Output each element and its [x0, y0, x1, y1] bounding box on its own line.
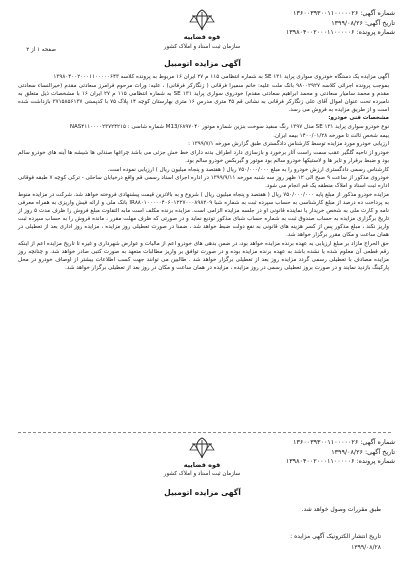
notice-date: تاریخ آگهی: ۱۳۹۹/۰۸/۲۶ [331, 447, 395, 456]
auction-time-place: خودروی مذکور از ساعت ۹ صبح الی ۱۲ ظهر روز سه شنبه مورخه ۱۳۹۹/۹/۱۱ در اداره اجرای اسناد رسمی قم واقع درخیابان ساحلی - ترکی کوچه ۷ طبقه فوقانی اداره ثبت اسناد و املاک منطقه یک قم انجام می شود. [18, 175, 389, 190]
auction-terms: مزایده خودرو مذکور از مبلغ پایه ۷۵۰/۰۰۰/۰۰۰ ریال ( هفتصد و پنجاه میلیون ریال ) شروع و به بالاترین قیمت پیشنهادی فروخته خواهد شد. شرکت در مزایده منوط به پرداخت ده درصد از مبلغ کارشناسی به حساب سپرده ثبت به شماره شبا IR۸۸۰۱۰۰۰۰۰۴۰۶۰۱۲۲۷۰۰۰۸۹۸۲۰۹ بانک ملی و ارائه فیش واریزی به همراه معرفی نامه و کارت ملی به شخص خریدار یا نماینده قانونی او در جلسه مزایده الزامی است. مزایده برنده مکلف است مابه التفاوت مبلغ فروش را ظرف مدت ۵ روز از تاریخ برگزاری مزایده به حساب صندوق ثبت به شماره حساب شبای مذکور تودیع نماید و در صورتی که ظرف مهلت مقرر ، مانده فروش را به حساب سپرده ثبت واریز نکند ، مبلغ مذکور پس از کسر هزینه های قانونی به نفع دولت ضبط خواهد شد ، ضمنا در صورت تعطیلی روز مزایده ، مزایده روز اداری بعد از تعطیلی در همان ساعت و مکان مقرر برگزار خواهد شد. [18, 192, 389, 239]
case-number: شماره پرونده: ۱۳۹۸۰۴۰۰۲۰۰۰۱۱۰۰۰۰۰۶ [285, 457, 395, 465]
page-number: صفحه ۱ از ۲ [26, 47, 56, 53]
notice-number: شماره آگهی: ۱۳۶۰۰۳۹۳۰۰۱۱۰۰۰۰۰۲۶ [293, 438, 395, 446]
vehicle-condition: خودرو از ناحیه گلگیر عقب سمت راست آثار برخورد و بازسازی دارد اطراف بدنه دارای خط خش جزئی می باشد چراغها صندلی ها شیشه ها آینه های خودرو سالم بود و ضبط برقرار و تایر ها و لاستیکها خودرو سالم بود موتور و گیربکس خودرو سالم بود. [18, 149, 389, 165]
case-number: شماره پرونده: ۱۳۹۸۰۴۰۰۲۰۰۰۱۱۰۰۰۰۰۶ [285, 28, 395, 36]
notice-title: آگهی مزایده اتومبیل [164, 59, 241, 68]
org-name: قوه قضاییه [183, 461, 221, 469]
notice-title: آگهی مزایده اتومبیل [164, 488, 241, 497]
notice-meta-bottom [245, 438, 395, 467]
judiciary-emblem-icon [188, 436, 216, 460]
org-subtitle: سازمان ثبت اسناد و املاک کشور [163, 471, 241, 477]
vehicle-specs: نوع خودرو سواری پراید ۱۳۱ SE مدل ۱۳۹۷ رنگ سفید سوخت بنزین شماره موتور M13/۶۸۹۷۰۴۰ شماره شاسی : NAS۴۱۱۰۰۰۰۲۳۷۲۴۲۱۵ [69, 124, 389, 131]
notice-paragraph: بموجب پرونده اجرائی کلاسه ۹۸۰۰۲۹۲۷ بانک ملت علیه: خانم سمیرا فرقانی ( زنگارکر فرقانی) ، علیه: وراث مرحوم فرامرز سعادتی مقدم (خیرالنساء سعادتی مقدم و محمد سامیار سعادتی و محمد ابراهیم سعادتی مقدم) خودروی سواری پراید ۱۳۱ SE به شماره انتظامی ۱۱۵ م ۲۷ ایران ۱۶ با مشخصات ذیل متعلق به نامبرده تحت عنوان اموال آقای علی زنگارکر فرقانی به نشانی قم ۴۵ متری مدرس ۱۶ متری بهارستان کوچه ۱۴ پلاک ۷۵ با کدپستی ۳۷۱۵۸۵۶۱۳۷ بازداشت شده است و از طریق مزایده به فروش می رسد. [18, 82, 390, 113]
publication-date-label: تاریخ انتشار الکترونیک آگهی مزایده : [290, 533, 381, 540]
notice-number: شماره آگهی: ۱۳۶۰۰۳۹۳۰۰۱۱۰۰۰۰۰۲۶ [293, 9, 395, 17]
publication-date: ۱۳۹۹/۰۸/۲۸ [351, 544, 381, 551]
vehicle-specs-heading: مشخصات فنی خودرو: [328, 115, 389, 122]
org-name: قوه قضاییه [183, 33, 221, 41]
org-subtitle: سازمان ثبت اسناد و املاک کشور [163, 44, 241, 50]
appraisal-value: کارشناس رسمی دادگستری ارزش خودرو را به مبلغ ۷۵۰/۰۰۰/۰۰۰ ریال ( هفتصد و پنجاه میلیون ریال ) ارزیابی نموده است. [107, 166, 389, 173]
notice-date: تاریخ آگهی: ۱۳۹۹/۰۸/۲۶ [331, 18, 395, 27]
notice-closing: طبق مقررات وصول خواهد شد. [301, 506, 381, 513]
appraisal-heading: ارزیابی خودرو مورد مزایده توسط کارشناس دادگستری طبق گزارش مورخه ۱۳۹۹/۷/۱ : [188, 141, 389, 148]
notice-body [18, 73, 389, 273]
insurance-info: بیمه شخص ثالث تا مورخه ۱۴۰۰/۰۱/۲۸ بیمه ایران. [273, 132, 389, 139]
notice-meta-top [245, 9, 395, 38]
section-divider [18, 432, 391, 433]
notice-intro: آگهی مزایده یک دستگاه خودروی سواری پراید ۱۳۱ SE به شماره انتظامی ۱۱۵ م ۲۷ ایران ۱۶ مربوط به پرونده کلاسه ۱۳۹۸۰۴۰۰۲۰۰۰۱۱۰۰۰۰۰۶۴۳ [53, 74, 389, 80]
auction-fees: حق الحراج مازاد بر مبلغ ارزیابی به عهده برنده مزایده خواهد بود، در ضمن بدهی های خودرو اعم از مالیات و عوارض شهرداری و غیره تا تاریخ مزایده اعم از اینکه رقم قطعی آن معلوم شده یا نشده باشد به عهده برنده مزایده بوده و در صورت توافق بر واریز مطالبات متعهد به صورت کتبی صادر خواهد شد. و چنانچه روز مزایده مصادف با تعطیلی رسمی گردد مزایده روز بعد از تعطیلی برگزار خواهد شد . طالبین می توانند جهت کسب اطلاعات بیشتر از اوصاف خودرو در محل پارکینگ بازدید نمایند و در صورت بروز تعطیلی رسمی در روز مزایده ، مزایده در همان ساعت و مکان در روز بعد از تعطیلی برگزار خواهد شد. [18, 240, 389, 272]
judiciary-emblem-icon [188, 8, 216, 32]
